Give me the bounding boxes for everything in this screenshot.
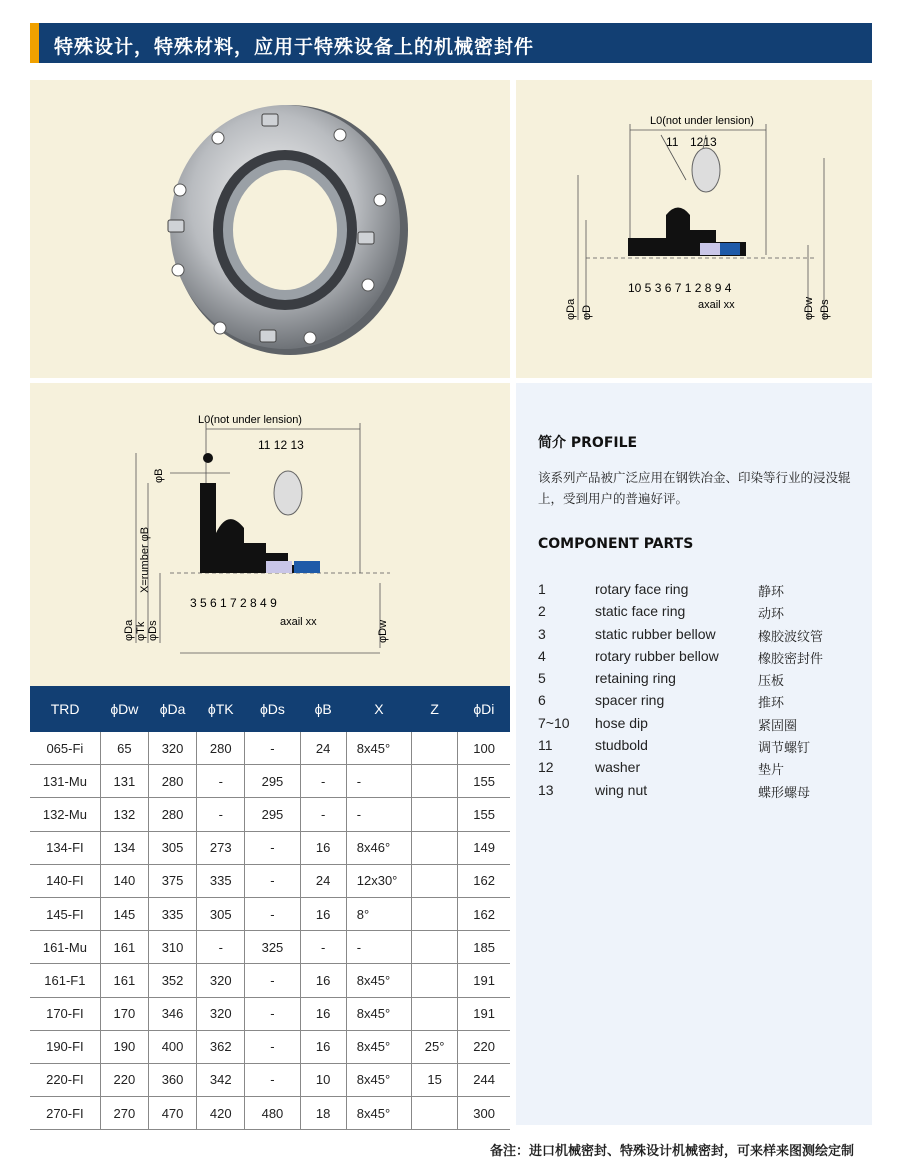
column-header: ϕB bbox=[300, 686, 346, 732]
column-header: TRD bbox=[30, 686, 100, 732]
face-ring-blue bbox=[720, 243, 740, 255]
diagram-top-dim-dw: φDw bbox=[803, 296, 815, 320]
left-wing-nut-shape bbox=[274, 471, 302, 515]
diagram-left-dim-da: φDa bbox=[123, 619, 135, 641]
diagram-top-bottom-callouts: 10 5 3 6 7 1 2 8 9 4 bbox=[628, 281, 732, 295]
list-item: 11 studbold 调节螺钉 bbox=[538, 737, 811, 757]
cross-section-diagram-left bbox=[30, 383, 510, 686]
profile-heading: 简介 PROFILE bbox=[538, 435, 638, 451]
column-header: ϕDw bbox=[100, 686, 148, 732]
list-item: 5 retaining ring 压板 bbox=[538, 670, 785, 690]
list-item: 3 static rubber bellow 橡胶波纹管 bbox=[538, 625, 824, 645]
components-heading: COMPONENT PARTS bbox=[538, 536, 694, 552]
face-ring-light bbox=[700, 243, 720, 255]
product-photo-panel bbox=[30, 80, 510, 378]
list-item: 12 washer 垫片 bbox=[538, 759, 785, 779]
table-row: 065-Fi 65 320 280 - 24 8x45° 100 bbox=[30, 732, 510, 765]
diagram-top-callout-11: 11 bbox=[666, 135, 679, 149]
diagram-top-length-label: L0(not under lension) bbox=[650, 115, 754, 127]
diagram-left-dim-dw: φDw bbox=[377, 619, 389, 643]
left-face-ring-blue bbox=[294, 561, 320, 573]
table-row: 190-FI 190 400 362 - 16 8x45° 25° 220 bbox=[30, 1030, 510, 1063]
seal-product-image bbox=[30, 80, 510, 378]
table-row: 220-FI 220 360 342 - 10 8x45° 15 244 bbox=[30, 1063, 510, 1096]
diagram-top-callout-1213: 1213 bbox=[690, 135, 717, 149]
diagram-left-bottom-callouts: 3 5 6 1 7 2 8 4 9 bbox=[190, 596, 277, 610]
diagram-left-axial-label: axail xx bbox=[280, 616, 317, 628]
table-row: 132-Mu 132 280 - 295 - - 155 bbox=[30, 798, 510, 831]
left-face-ring-light bbox=[266, 561, 292, 573]
diagram-top-dim-ds: φDs bbox=[819, 299, 831, 320]
table-row: 170-FI 170 346 320 - 16 8x45° 191 bbox=[30, 997, 510, 1030]
diagram-left-svg bbox=[30, 383, 510, 686]
diagram-top-svg bbox=[516, 80, 872, 378]
footer-note: 备注：进口机械密封、特殊设计机械密封，可来样来图测绘定制 bbox=[489, 1144, 854, 1159]
wing-nut-shape bbox=[692, 148, 720, 192]
column-header: ϕDa bbox=[148, 686, 196, 732]
list-item: 13 wing nut 蝶形螺母 bbox=[538, 781, 811, 801]
list-item: 1 rotary face ring 静环 bbox=[538, 581, 785, 600]
list-item: 7~10 hose dip 紧固圈 bbox=[538, 714, 798, 734]
table-row: 161-F1 161 352 320 - 16 8x45° 191 bbox=[30, 964, 510, 997]
table-header-row bbox=[30, 686, 510, 732]
diagram-left-dim-ds: φDs bbox=[147, 620, 159, 641]
diagram-left-dim-tk: φTk bbox=[135, 621, 147, 641]
column-header: ϕDs bbox=[245, 686, 300, 732]
table-row: 140-FI 140 375 335 - 24 12x30° 162 bbox=[30, 864, 510, 897]
list-item: 6 spacer ring 推环 bbox=[538, 692, 785, 712]
column-header: X bbox=[346, 686, 411, 732]
diagram-top-dim-d: φD bbox=[581, 304, 593, 320]
info-panel bbox=[516, 383, 872, 1125]
column-header: Z bbox=[412, 686, 458, 732]
diagram-left-dim-b: φB bbox=[153, 468, 165, 483]
diagram-left-top-callouts: 11 12 13 bbox=[258, 438, 304, 452]
table-row: 161-Mu 161 310 - 325 - - 185 bbox=[30, 931, 510, 964]
column-header: ϕTK bbox=[197, 686, 245, 732]
diagram-top-dim-da: φDa bbox=[565, 298, 577, 320]
column-header: ϕDi bbox=[458, 686, 510, 732]
page-header bbox=[30, 23, 872, 63]
diagram-left-dim-x: X=rumber φB bbox=[139, 526, 151, 593]
profile-text: 该系列产品被广泛应用在钢铁冶金、印染等行业的浸没辊上，受到用户的普遍好评。 bbox=[538, 470, 851, 506]
table-row: 270-FI 270 470 420 480 18 8x45° 300 bbox=[30, 1097, 510, 1130]
table-row: 131-Mu 131 280 - 295 - - 155 bbox=[30, 765, 510, 798]
diagram-top-axial-label: axail xx bbox=[698, 299, 735, 311]
component-parts-list bbox=[538, 581, 858, 804]
header-accent-bar bbox=[30, 23, 39, 63]
list-item: 4 rotary rubber bellow 橡胶密封件 bbox=[538, 647, 824, 667]
diagram-left-length-label: L0(not under lension) bbox=[198, 414, 302, 426]
cross-section-diagram-top bbox=[516, 80, 872, 378]
list-item: 2 static face ring 动环 bbox=[538, 603, 785, 623]
table-row: 134-FI 134 305 273 - 16 8x46° 149 bbox=[30, 831, 510, 864]
page-title: 特殊设计，特殊材料，应用于特殊设备上的机械密封件 bbox=[54, 36, 535, 58]
table-row: 145-FI 145 335 305 - 16 8° 162 bbox=[30, 897, 510, 930]
spec-table bbox=[30, 686, 510, 1130]
